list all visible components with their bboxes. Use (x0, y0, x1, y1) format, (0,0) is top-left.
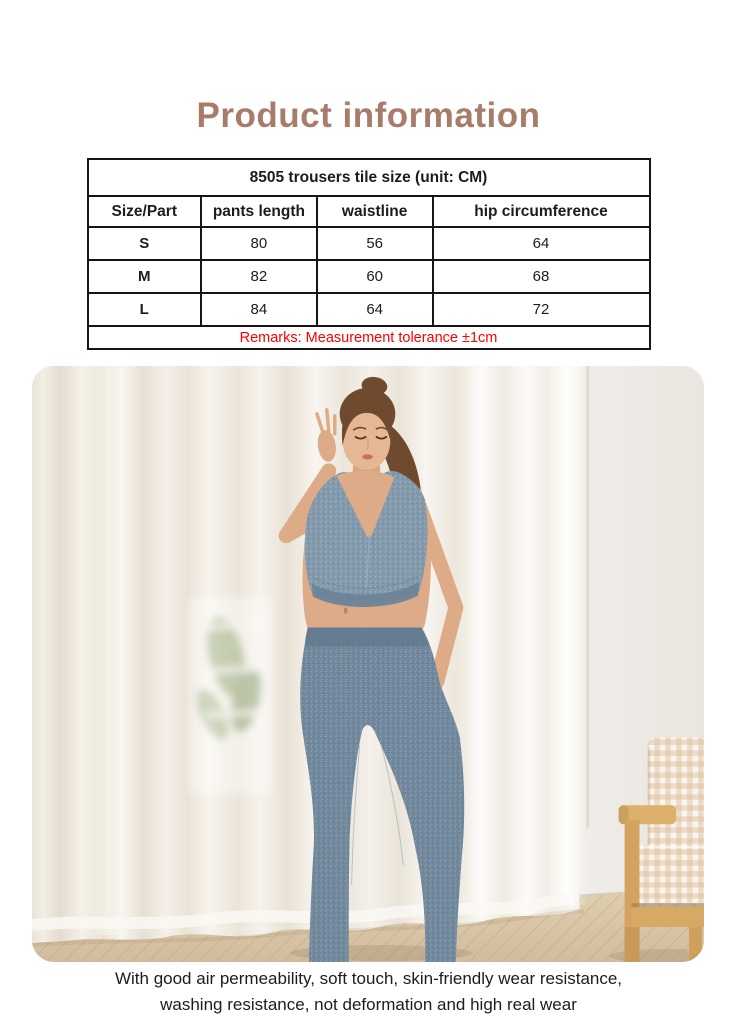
column-header-hip-circumference: hip circumference (433, 196, 650, 227)
description-line: washing resistance, not deformation and high real wear (160, 995, 577, 1014)
value-cell: 56 (317, 227, 433, 260)
product-photo (32, 366, 704, 962)
value-cell: 64 (433, 227, 650, 260)
value-cell: 80 (201, 227, 317, 260)
remarks-text: Remarks: Measurement tolerance ±1cm (88, 326, 650, 349)
size-table-title: 8505 trousers tile size (unit: CM) (88, 159, 650, 196)
size-cell: L (88, 293, 202, 326)
description-line: With good air permeability, soft touch, skin-friendly wear resistance, (114, 969, 623, 988)
size-cell: S (88, 227, 202, 260)
value-cell: 84 (201, 293, 317, 326)
table-row-l (88, 293, 650, 326)
page-title: Product information (196, 96, 541, 135)
value-cell: 72 (433, 293, 650, 326)
sports-bra (305, 471, 428, 607)
column-header-size-part: Size/Part (88, 196, 202, 227)
plant-behind-curtain (189, 598, 272, 794)
value-cell: 64 (317, 293, 433, 326)
table-row-s (88, 227, 650, 260)
value-cell: 60 (317, 260, 433, 293)
column-header-pants-length: pants length (201, 196, 317, 227)
table-row-m (88, 260, 650, 293)
value-cell: 82 (201, 260, 317, 293)
product-description (0, 966, 737, 1018)
size-cell: M (88, 260, 202, 293)
table-remarks-row (88, 326, 650, 349)
column-header-waistline: waistline (317, 196, 433, 227)
value-cell: 68 (433, 260, 650, 293)
product-photo-scene (32, 366, 704, 962)
size-table (87, 158, 651, 350)
